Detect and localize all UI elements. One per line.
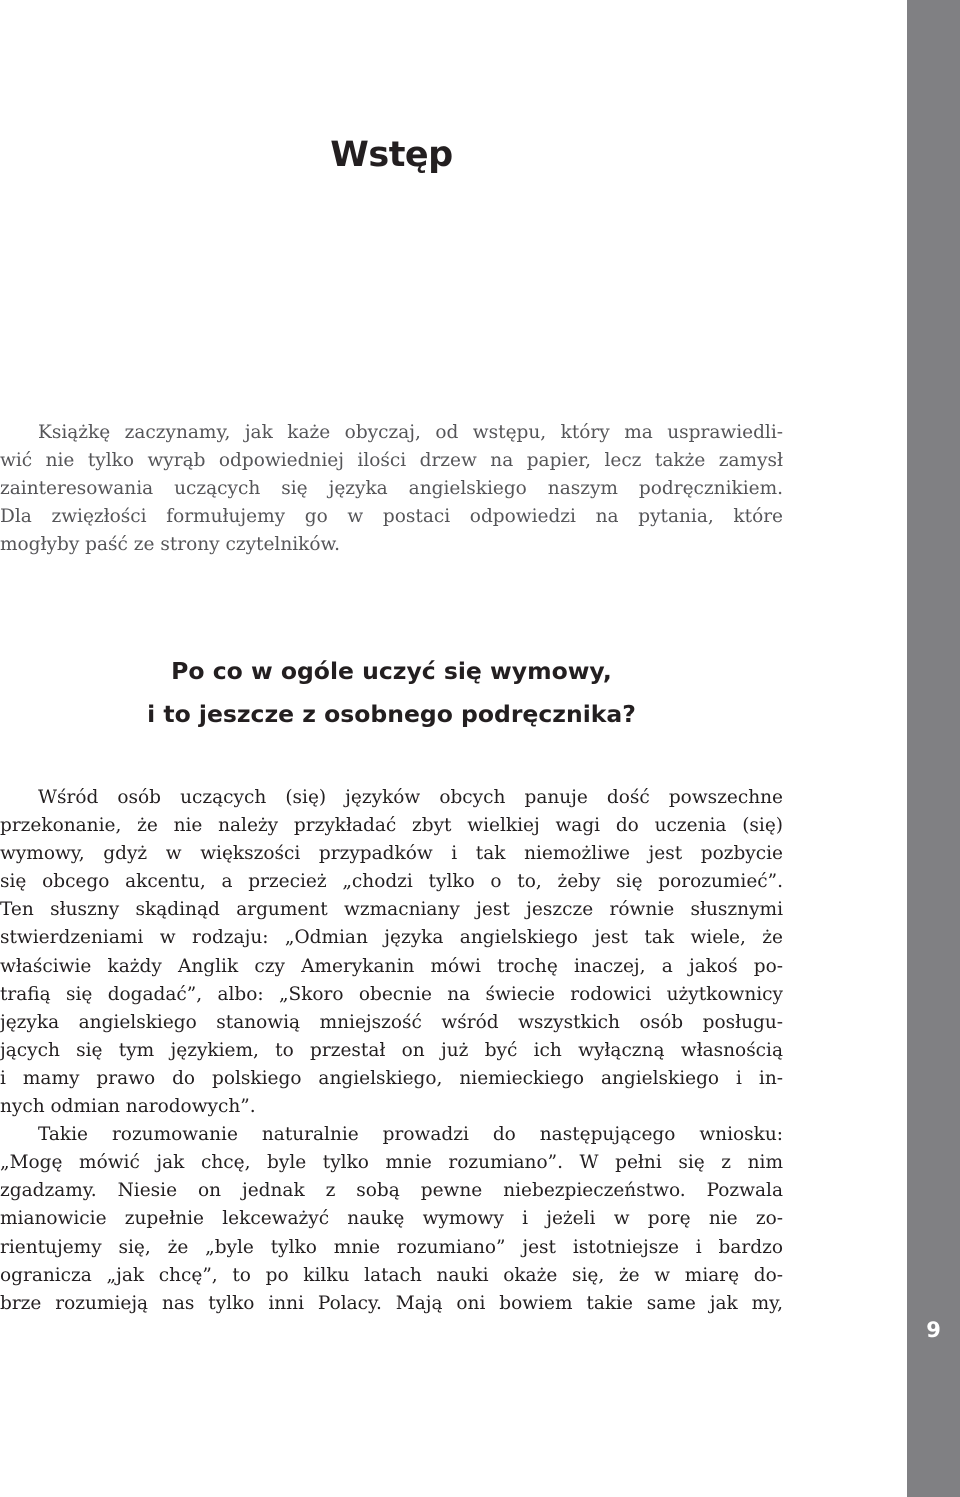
body-line: języka angielskiego stanowią mniejszość wśród wszystkich osób posługu- bbox=[0, 1011, 783, 1033]
chapter-side-tab bbox=[907, 0, 960, 1497]
body-line: jących się tym językiem, to przestał on już być ich wyłączną własnością bbox=[0, 1039, 783, 1061]
chapter-title: Wstęp bbox=[330, 135, 453, 175]
intro-line: Dla zwięzłości formułujemy go w postaci odpowiedzi na pytania, które bbox=[0, 506, 783, 528]
body-line: mianowicie zupełnie lekceważyć naukę wymowy i jeżeli w porę nie zo- bbox=[0, 1208, 783, 1230]
body-text bbox=[0, 784, 783, 1318]
section-heading bbox=[0, 650, 783, 736]
body-line: Ten słuszny skądinąd argument wzmacniany jest jeszcze równie słusznymi bbox=[0, 899, 783, 921]
body-line: rientujemy się, że „byle tylko mnie rozumiano” jest istotniejsze i bardzo bbox=[0, 1236, 783, 1258]
intro-line: zainteresowania uczących się języka angielskiego naszym podręcznikiem. bbox=[0, 478, 783, 500]
section-heading-line: i to jeszcze z osobnego podręcznika? bbox=[147, 700, 636, 728]
intro-line: wić nie tylko wyrąb odpowiedniej ilości drzew na papier, lecz także zamysł bbox=[0, 450, 783, 472]
intro-line: mogłyby paść ze strony czytelników. bbox=[0, 534, 341, 556]
body-line: brze rozumieją nas tylko inni Polacy. Mają oni bowiem takie same jak my, bbox=[0, 1292, 783, 1314]
body-line: nych odmian narodowych”. bbox=[0, 1096, 256, 1118]
body-line: właściwie każdy Anglik czy Amerykanin mówi trochę inaczej, a jakoś po- bbox=[0, 955, 783, 977]
body-line: wymowy, gdyż w większości przypadków i tak niemożliwe jest pozbycie bbox=[0, 843, 783, 865]
body-line: stwierdzeniami w rodzaju: „Odmian języka angielskiego jest tak wiele, że bbox=[0, 927, 783, 949]
body-line: i mamy prawo do polskiego angielskiego, niemieckiego angielskiego i in- bbox=[0, 1067, 783, 1089]
intro-line: Książkę zaczynamy, jak każe obyczaj, od wstępu, który ma usprawiedli- bbox=[38, 422, 783, 443]
body-line: trafią się dogadać”, albo: „Skoro obecnie na świecie rodowici użytkownicy bbox=[0, 983, 783, 1005]
intro-paragraph bbox=[0, 419, 783, 559]
body-line: zgadzamy. Niesie on jednak z sobą pewne niebezpieczeństwo. Pozwala bbox=[0, 1180, 783, 1202]
body-line: ogranicza „jak chcę”, to po kilku latach nauki okaże się, że w miarę do- bbox=[0, 1264, 783, 1286]
body-line: Takie rozumowanie naturalnie prowadzi do następującego wniosku: bbox=[38, 1124, 783, 1146]
body-line: przekonanie, że nie należy przykładać zbyt wielkiej wagi do uczenia (się) bbox=[0, 815, 783, 837]
page-number: 9 bbox=[926, 1318, 941, 1342]
section-heading-line: Po co w ogóle uczyć się wymowy, bbox=[171, 657, 612, 685]
body-line: „Mogę mówić jak chcę, byle tylko mnie rozumiano”. W pełni się z nim bbox=[0, 1152, 783, 1174]
body-line: się obcego akcentu, a przecież „chodzi tylko o to, żeby się porozumieć”. bbox=[0, 871, 783, 893]
body-line: Wśród osób uczących (się) języków obcych panuje dość powszechne bbox=[38, 787, 783, 808]
